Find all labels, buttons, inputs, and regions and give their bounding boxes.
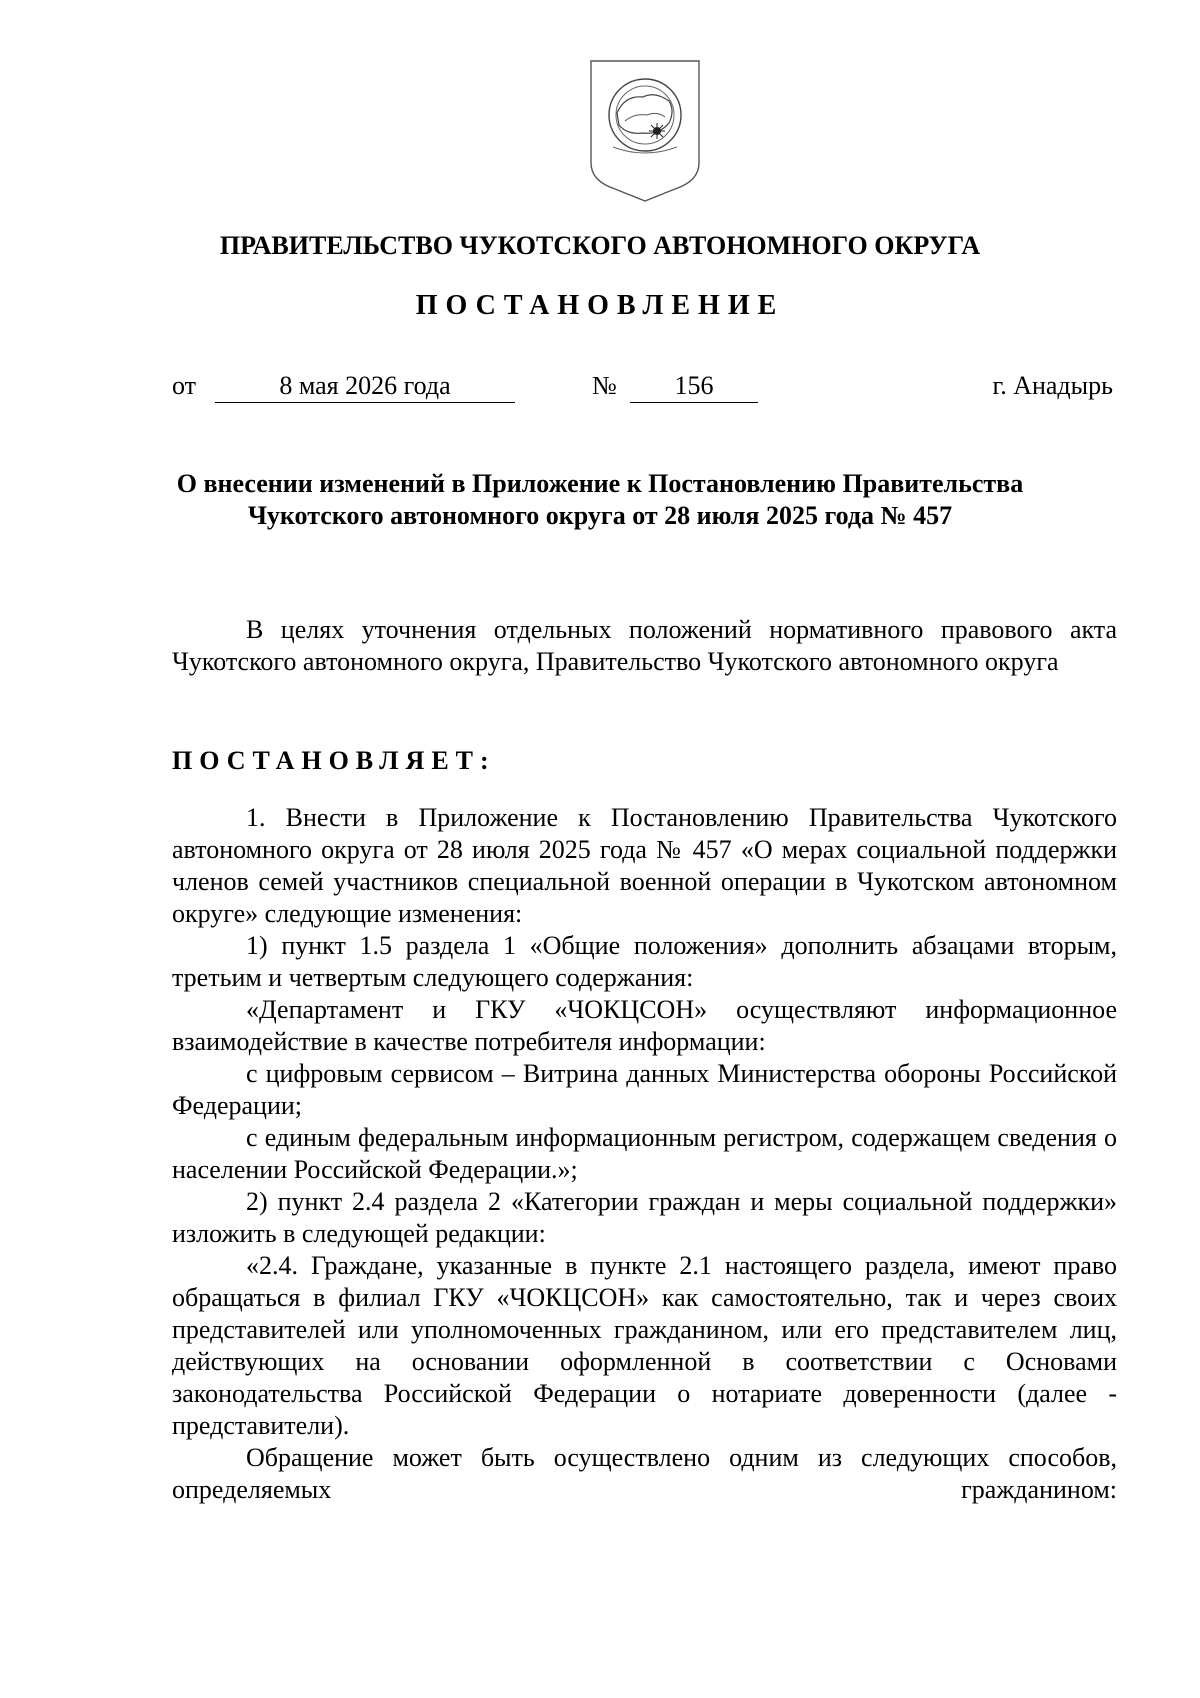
decree-body (172, 802, 1117, 1506)
paragraph-5: с единым федеральным информационным регистром, содержащем сведения о населении Российской Федерации.»; (172, 1123, 1117, 1184)
paragraph-8: Обращение может быть осуществлено одним из следующих способов, определяемых гражданином: (172, 1443, 1117, 1504)
document-date: 8 мая 2026 года (215, 370, 515, 403)
organization-title: ПРАВИТЕЛЬСТВО ЧУКОТСКОГО АВТОНОМНОГО ОКРУГА (219, 231, 981, 260)
decree-word: ПОСТАНОВЛЯЕТ: (172, 746, 496, 775)
document-number: 156 (630, 370, 758, 403)
date-number-row (0, 370, 1200, 410)
document-city: г. Анадырь (992, 371, 1113, 400)
document-type-title: ПОСТАНОВЛЕНИЕ (415, 290, 785, 321)
paragraph-2: 1) пункт 1.5 раздела 1 «Общие положения» дополнить абзацами вторым, третьим и четвертым следующего содержания: (172, 931, 1117, 992)
paragraph-4: с цифровым сервисом – Витрина данных Министерства обороны Российской Федерации; (172, 1059, 1117, 1120)
subject-line-1: О внесении изменений в Приложение к Постановлению Правительства (176, 469, 1024, 498)
preamble-paragraph: В целях уточнения отдельных положений нормативного правового акта Чукотского автономного округа, Правительство Чукотского автономного округа (172, 615, 1117, 676)
date-prefix: от (172, 371, 197, 400)
paragraph-7: «2.4. Граждане, указанные в пункте 2.1 настоящего раздела, имеют право обращаться в филиал ГКУ «ЧОКЦСОН» как самостоятельно, так и через своих представителей или уполномоченных гражданином, или его представителем лиц, действующих на основании оформленной в соответствии с Основами законодательства Российской Федерации о нотариате доверенности (далее - представители). (172, 1251, 1117, 1440)
paragraph-3: «Департамент и ГКУ «ЧОКЦСОН» осуществляют информационное взаимодействие в качестве потребителя информации: (172, 995, 1117, 1056)
paragraph-1: 1. Внести в Приложение к Постановлению Правительства Чукотского автономного округа от 28 июля 2025 года № 457 «О мерах социальной поддержки членов семей участников специальной военной операции в Чукотском автономном округе» следующие изменения: (172, 803, 1117, 928)
paragraph-6: 2) пункт 2.4 раздела 2 «Категории граждан и меры социальной поддержки» изложить в следующей редакции: (172, 1187, 1117, 1248)
document-subject (0, 468, 1200, 532)
number-prefix: № (592, 371, 617, 400)
preamble-block (172, 614, 1117, 678)
subject-line-2: Чукотского автономного округа от 28 июля 2025 года № 457 (247, 501, 953, 530)
coat-of-arms-emblem (585, 55, 705, 205)
